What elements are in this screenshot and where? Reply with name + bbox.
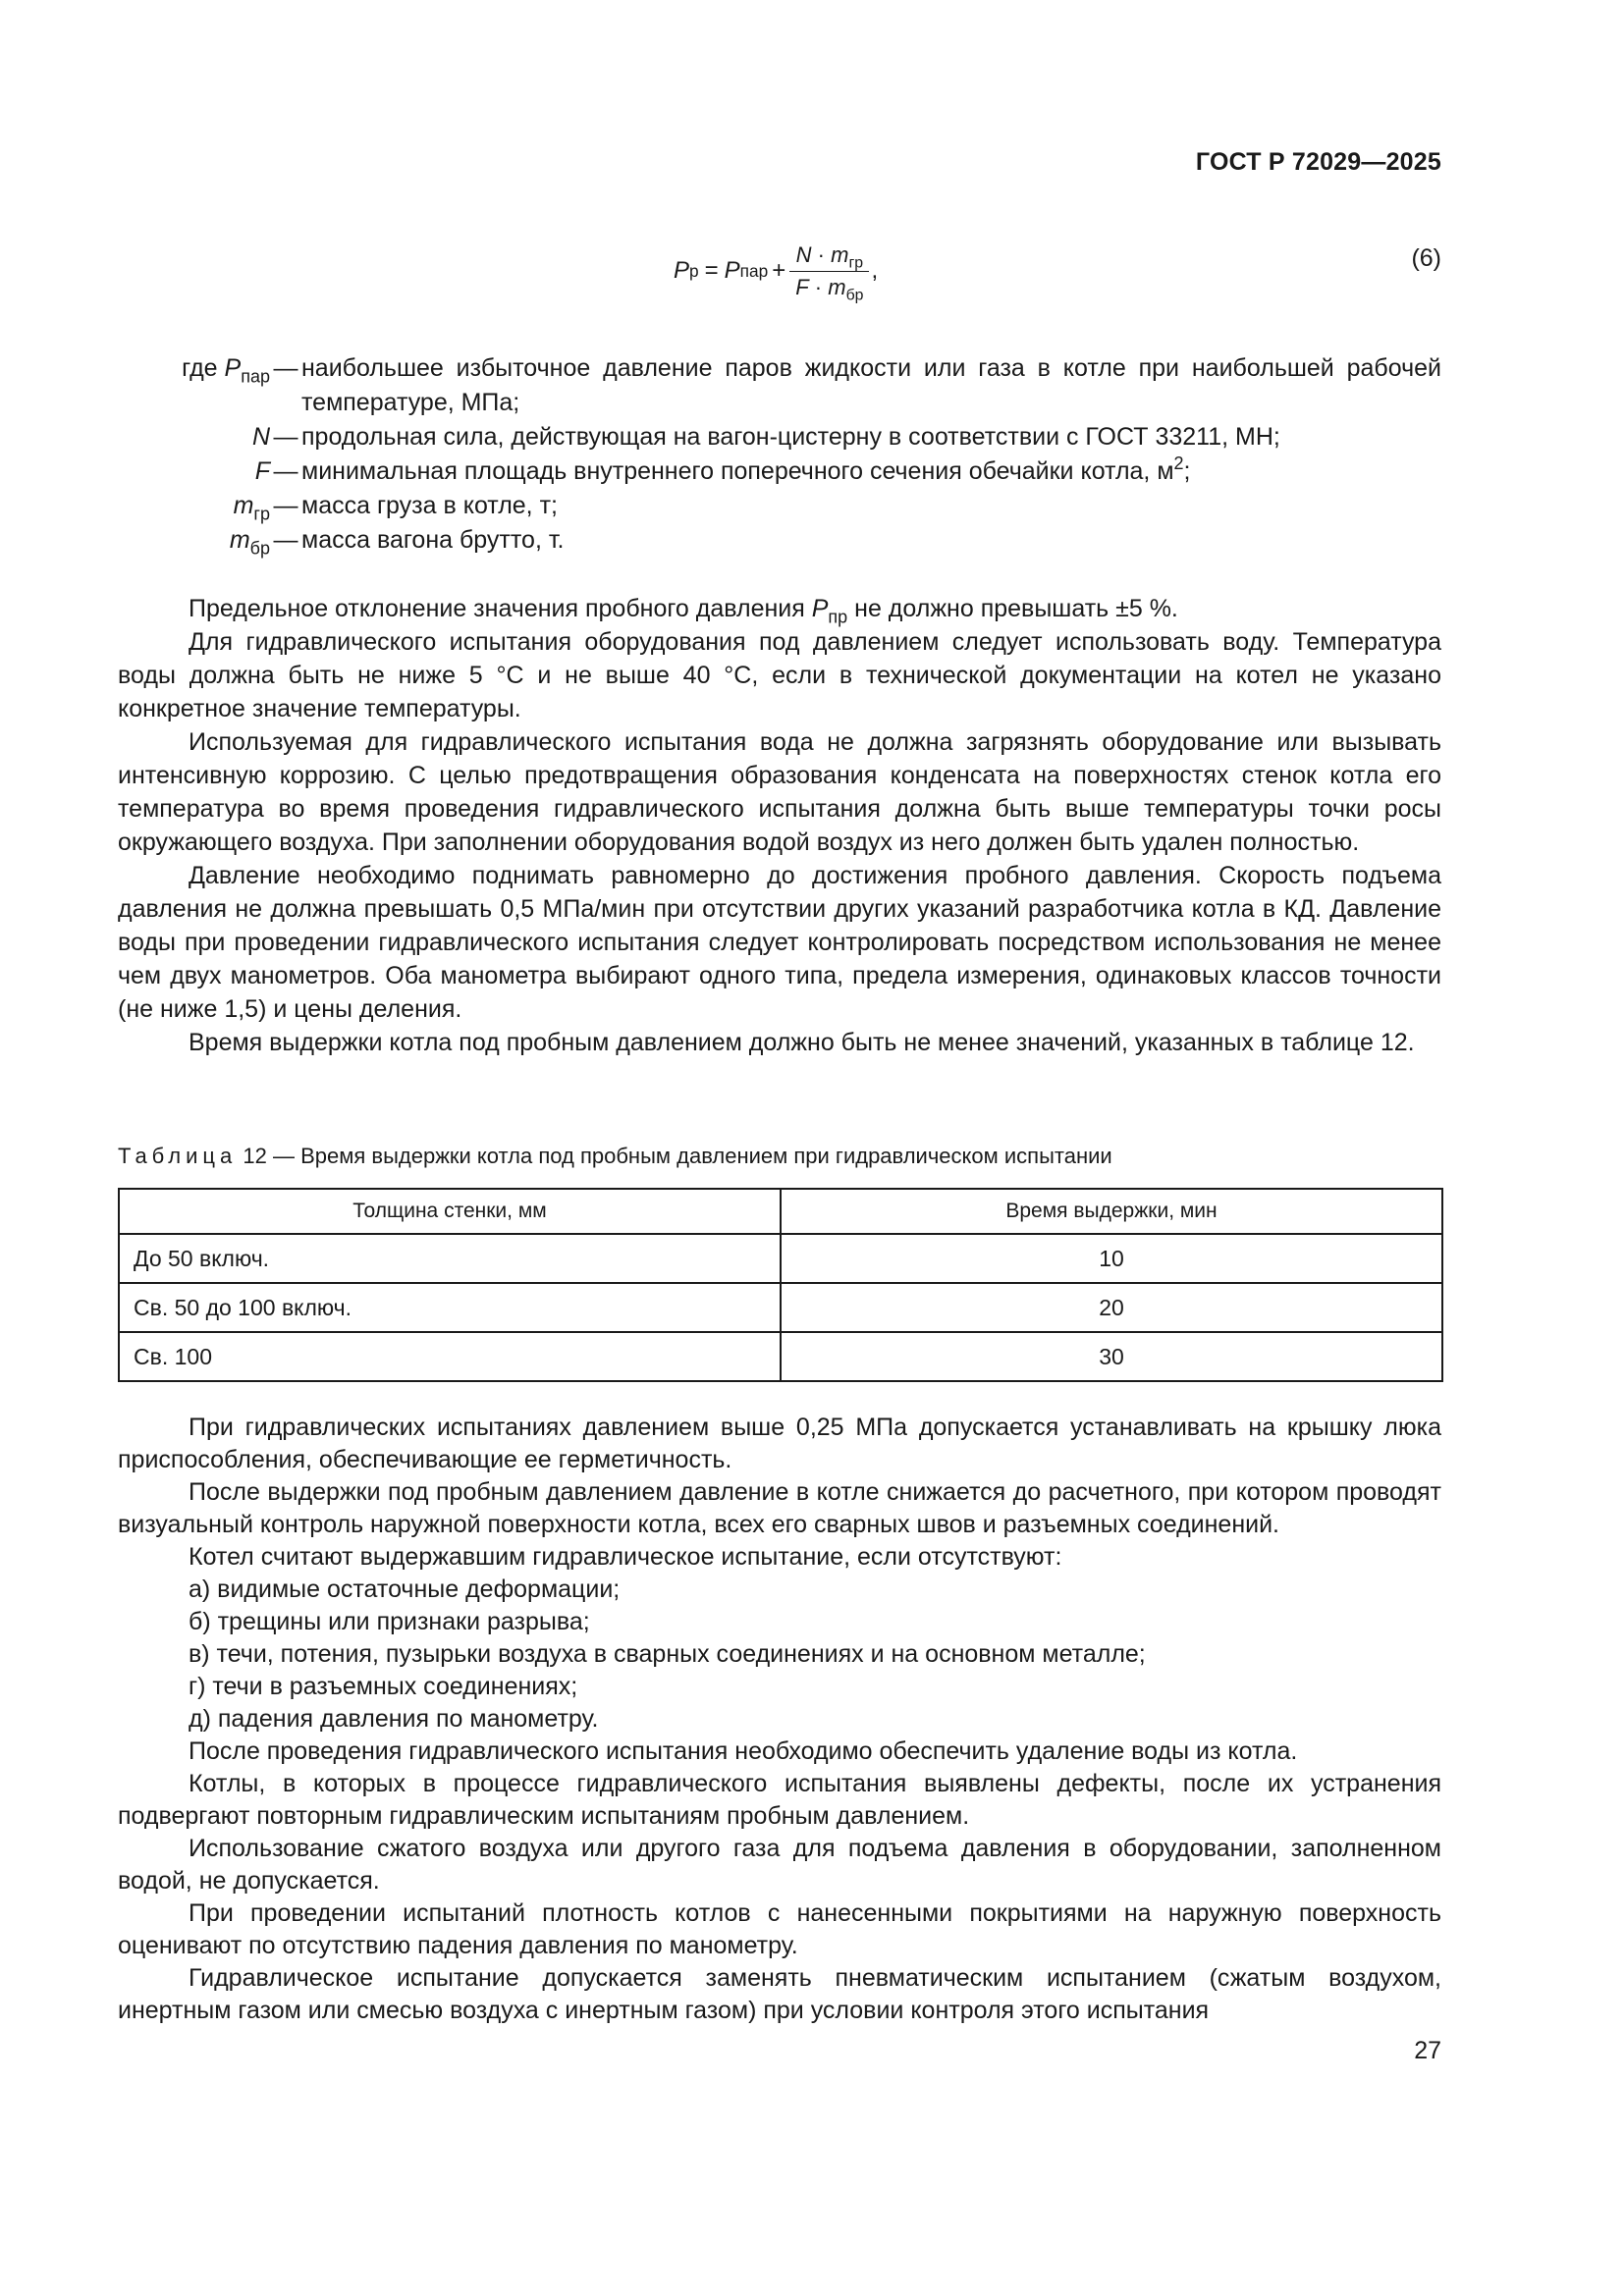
paragraph: При гидравлических испытаниях давлением выше 0,25 МПа допускается устанавливать на крышку люка приспособления, обеспечивающие ее герметичность.	[118, 1414, 1441, 1473]
definition-symbol	[118, 523, 270, 558]
table-cell: 20	[781, 1283, 1442, 1332]
table-row	[119, 1283, 1442, 1332]
definition-text: масса груза в котле, т;	[301, 492, 558, 519]
table-header-cell: Время выдержки, мин	[781, 1189, 1442, 1234]
formula-den-dot: ·	[808, 274, 829, 299]
formula-equals: =	[704, 257, 719, 284]
paragraph-deviation	[118, 592, 1441, 625]
paragraph: Используемая для гидравлического испытания вода не должна загрязнять оборудование или вызывать интенсивную коррозию. С целью предотвращения образования конденсата на поверхностях стенок котла его температура во время проведения гидравлического испытания должна быть выше температуры точки росы окружающего воздуха. При заполнении оборудования водой воздух из него должен быть удален полностью.	[118, 728, 1441, 856]
formula-comma: ,	[871, 257, 879, 284]
paragraph: Для гидравлического испытания оборудования под давлением следует использовать воду. Температура воды должна быть не ниже 5 °С и не выше 40 °С, если в технической документации на котел не указано конкретное значение температуры.	[118, 628, 1441, 722]
paragraph-text: Предельное отклонение значения пробного давления	[189, 595, 812, 622]
definition-sub: гр	[253, 504, 270, 524]
definition-sym: F	[254, 457, 270, 485]
definition-dash: —	[273, 423, 298, 451]
definition-sub: бр	[249, 538, 270, 559]
paragraph: Котлы, в которых в процессе гидравлического испытания выявлены дефекты, после их устранения подвергают повторным гидравлическим испытаниям пробным давлением.	[118, 1770, 1441, 1830]
formula-den-f: F	[795, 274, 809, 299]
definition-text: продольная сила, действующая на вагон-цистерну в соответствии с ГОСТ 33211, МН;	[301, 423, 1280, 451]
definition-text: масса вагона брутто, т.	[301, 526, 565, 554]
paragraph: Время выдержки котла под пробным давлением должно быть не менее значений, указанных в таблице 12.	[189, 1029, 1415, 1056]
definition-dash: —	[273, 354, 298, 382]
definition-prefix: где	[182, 354, 225, 382]
definition-text: наибольшее избыточное давление паров жидкости или газа в котле при наибольшей рабочей температуре, МПа;	[301, 354, 1441, 416]
formula-num-m-subscript: гр	[848, 254, 864, 272]
table-caption	[118, 1144, 1112, 1169]
formula-denominator	[789, 272, 869, 303]
definition-text	[301, 454, 1441, 489]
formula-den-m-subscript: бр	[845, 287, 864, 304]
body-text-section-2	[118, 1412, 1441, 2027]
table-row	[119, 1332, 1442, 1381]
formula-term1-symbol: P	[724, 257, 740, 284]
definition-item	[118, 489, 1441, 523]
definition-superscript: 2	[1173, 454, 1184, 474]
definition-sub: пар	[241, 366, 270, 387]
table-header-row	[119, 1189, 1442, 1234]
list-item: а) видимые остаточные деформации;	[189, 1575, 621, 1603]
paragraph: При проведении испытаний плотность котлов с нанесенными покрытиями на наружную поверхность оценивают по отсутствию падения давления по манометру.	[118, 1899, 1441, 1959]
definition-sym: m	[229, 526, 250, 554]
paragraph-text: не должно превышать ±5 %.	[847, 595, 1178, 622]
definition-text-main: минимальная площадь внутреннего поперечного сечения обечайки котла, м	[301, 457, 1174, 485]
formula-fraction	[789, 240, 869, 303]
holding-time-table	[118, 1188, 1443, 1382]
table-caption-word: Таблица	[118, 1144, 238, 1168]
list-item: г) течи в разъемных соединениях;	[189, 1673, 578, 1700]
definition-item	[118, 454, 1441, 489]
standard-header: ГОСТ Р 72029—2025	[1195, 148, 1441, 176]
definition-item	[118, 351, 1441, 420]
definition-sym: P	[224, 354, 242, 382]
paragraph: Котел считают выдержавшим гидравлическое испытание, если отсутствуют:	[189, 1543, 1062, 1571]
definition-dash: —	[273, 526, 298, 554]
definition-sym: N	[251, 423, 270, 451]
body-text-section-1	[118, 592, 1441, 1059]
formula-number: (6)	[1411, 244, 1441, 272]
table-cell: Св. 100	[119, 1332, 781, 1381]
inline-subscript: пр	[828, 607, 848, 627]
definition-dash: —	[273, 492, 298, 519]
table-caption-text: 12 — Время выдержки котла под пробным давлением при гидравлическом испытании	[243, 1144, 1112, 1168]
formula-lhs-symbol: P	[674, 257, 690, 284]
page-number: 27	[1414, 2037, 1441, 2064]
definition-symbol	[118, 420, 270, 454]
formula-num-m: m	[831, 241, 849, 267]
formula-plus: +	[772, 257, 786, 284]
table-header-cell: Толщина стенки, мм	[119, 1189, 781, 1234]
symbol-definitions	[118, 351, 1441, 558]
list-item: б) трещины или признаки разрыва;	[189, 1608, 590, 1635]
formula-num-dot: ·	[811, 241, 832, 267]
paragraph: Гидравлическое испытание допускается заменять пневматическим испытанием (сжатым воздухом, инертным газом или смесью воздуха с инертным газом) при условии контроля этого испытания	[118, 1964, 1441, 2024]
table-row	[119, 1234, 1442, 1283]
paragraph: После выдержки под пробным давлением давление в котле снижается до расчетного, при котором проводят визуальный контроль наружной поверхности котла, всех его сварных швов и разъемных соединений.	[118, 1478, 1441, 1538]
paragraph: После проведения гидравлического испытания необходимо обеспечить удаление воды из котла.	[189, 1737, 1298, 1765]
definition-item	[118, 420, 1441, 454]
formula-den-m: m	[828, 274, 846, 299]
definition-symbol	[118, 351, 270, 420]
definition-symbol	[118, 454, 270, 489]
paragraph: Давление необходимо поднимать равномерно до достижения пробного давления. Скорость подъема давления не должна превышать 0,5 МПа/мин при отсутствии других указаний разработчика котла в КД. Давление воды при проведении гидравлического испытания следует контролировать посредством использования не менее чем двух манометров. Оба манометра выбирают одного типа, предела измерения, одинаковых классов точности (не ниже 1,5) и цены деления.	[118, 862, 1441, 1023]
table-cell: Св. 50 до 100 включ.	[119, 1283, 781, 1332]
list-item: д) падения давления по манометру.	[189, 1705, 599, 1733]
formula-numerator	[790, 240, 869, 271]
formula-expression: P р = P пар + $\frac{N \cdot m_{гр}}{F \cdot m_{бр}}$ ,	[674, 237, 878, 305]
definition-item	[118, 523, 1441, 558]
formula-num-n: N	[795, 241, 812, 267]
definition-text-tail: ;	[1183, 457, 1191, 485]
table-cell: 10	[781, 1234, 1442, 1283]
paragraph: Использование сжатого воздуха или другого газа для подъема давления в оборудовании, заполненном водой, не допускается.	[118, 1835, 1441, 1895]
definition-dash: —	[273, 457, 298, 485]
table-cell: 30	[781, 1332, 1442, 1381]
list-item: в) течи, потения, пузырьки воздуха в сварных соединениях и на основном металле;	[189, 1640, 1146, 1668]
formula-block	[0, 221, 1624, 319]
table-cell: До 50 включ.	[119, 1234, 781, 1283]
inline-symbol: P	[811, 595, 829, 622]
definition-symbol	[118, 489, 270, 523]
definition-sym: m	[233, 492, 254, 519]
